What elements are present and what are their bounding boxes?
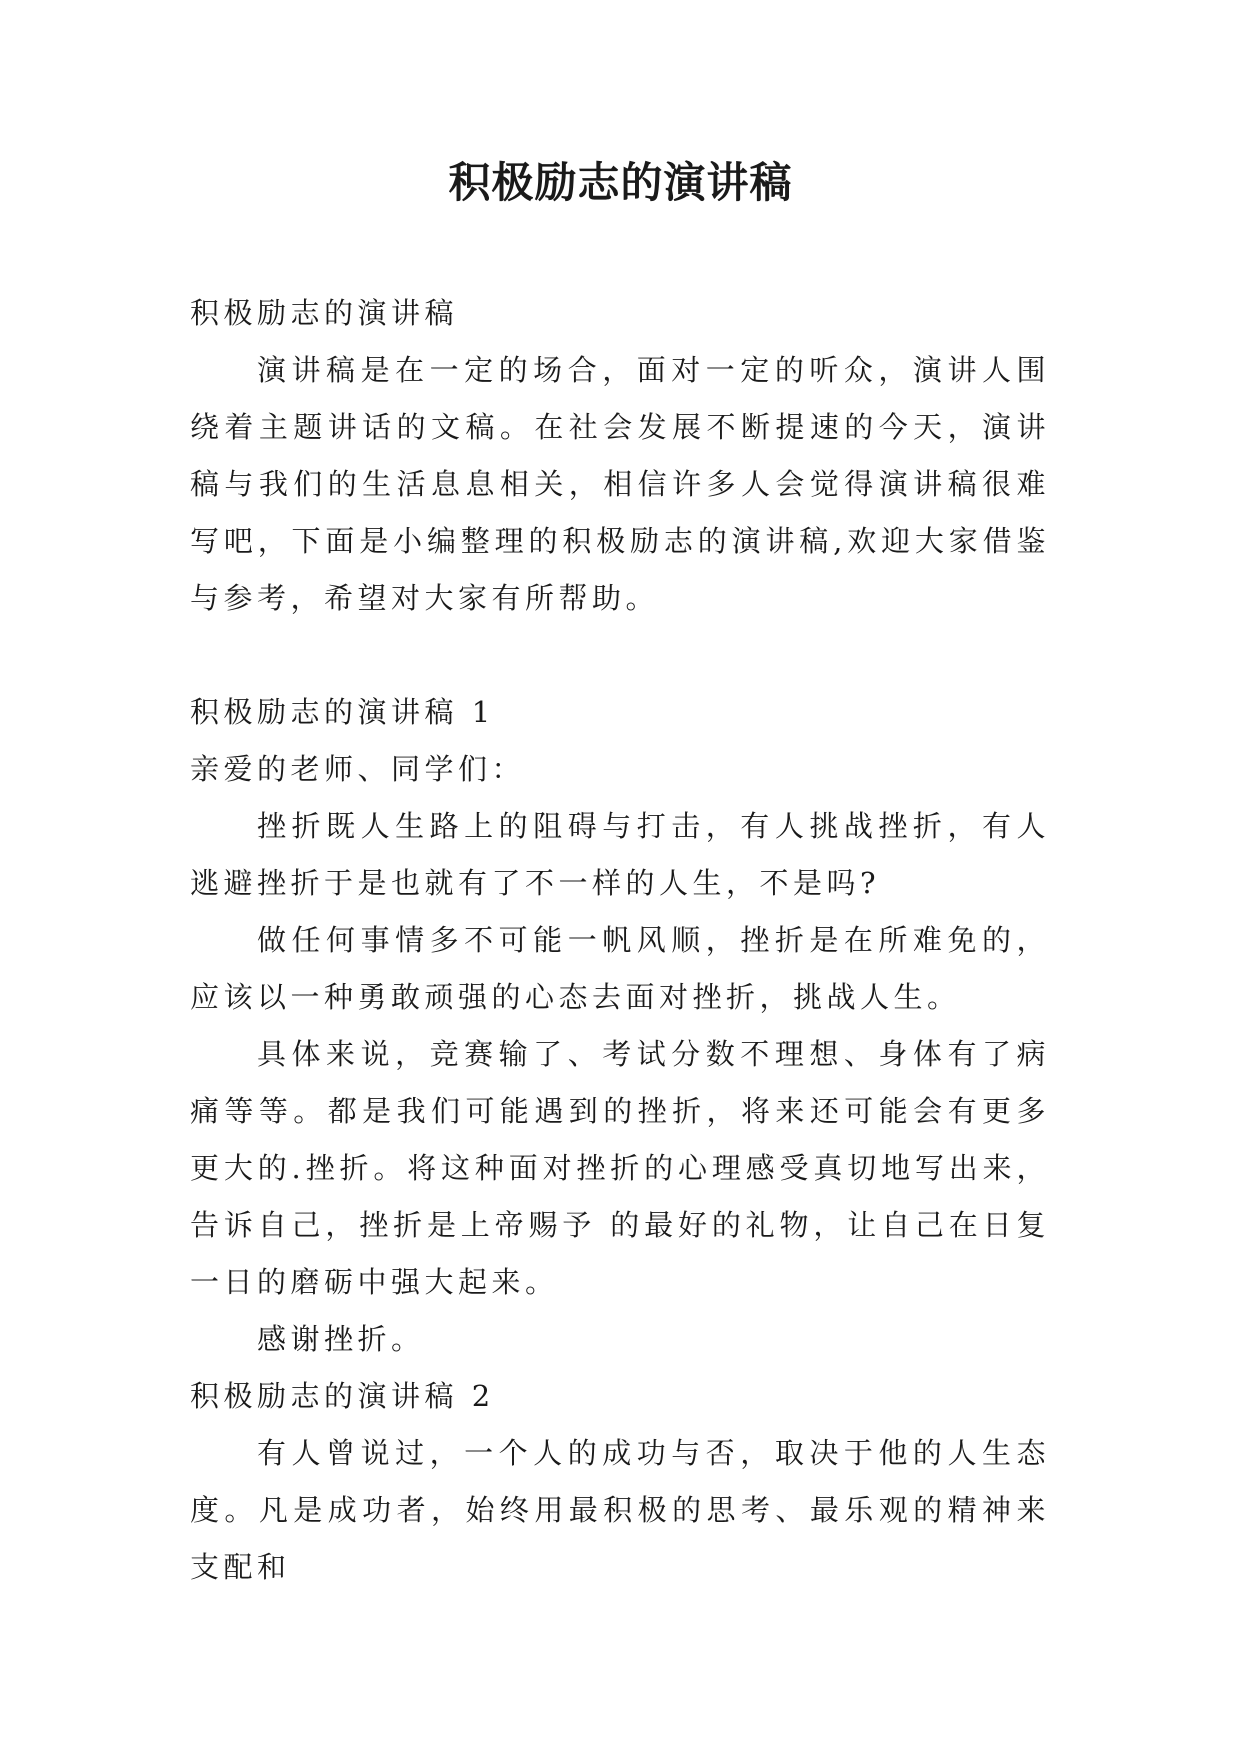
- salutation: 亲爱的老师、同学们：: [190, 752, 526, 786]
- body-paragraph: 做任何事情多不可能一帆风顺，挫折是在所难免的，应该以一种勇敢顽强的心态去面对挫折，挑战人生。: [190, 923, 1050, 1014]
- section-heading-2: 积极励志的演讲稿 2: [190, 1379, 495, 1413]
- heading-line: 积极励志的演讲稿: [190, 296, 459, 330]
- body-paragraph: 挫折既人生路上的阻碍与打击，有人挑战挫折，有人逃避挫折于是也就有了不一样的人生，不是吗?: [190, 809, 1050, 900]
- intro-paragraph: 演讲稿是在一定的场合，面对一定的听众，演讲人围绕着主题讲话的文稿。在社会发展不断提速的今天，演讲稿与我们的生活息息相关，相信许多人会觉得演讲稿很难写吧，下面是小编整理的积极励志的演讲稿,欢迎大家借鉴与参考，希望对大家有所帮助。: [190, 353, 1050, 615]
- document-body: [190, 285, 1050, 1596]
- body-paragraph: 感谢挫折。: [257, 1322, 425, 1356]
- body-paragraph: 具体来说，竞赛输了、考试分数不理想、身体有了病痛等等。都是我们可能遇到的挫折，将来还可能会有更多更大的.挫折。将这种面对挫折的心理感受真切地写出来，告诉自己，挫折是上帝赐予 的最好的礼物，让自己在日复一日的磨砺中强大起来。: [190, 1037, 1050, 1299]
- body-paragraph: 有人曾说过，一个人的成功与否，取决于他的人生态度。凡是成功者，始终用最积极的思考、最乐观的精神来支配和: [190, 1436, 1050, 1584]
- document-title: 积极励志的演讲稿: [448, 158, 793, 207]
- blank-line: [190, 627, 1050, 684]
- section-heading-1: 积极励志的演讲稿 1: [190, 695, 495, 729]
